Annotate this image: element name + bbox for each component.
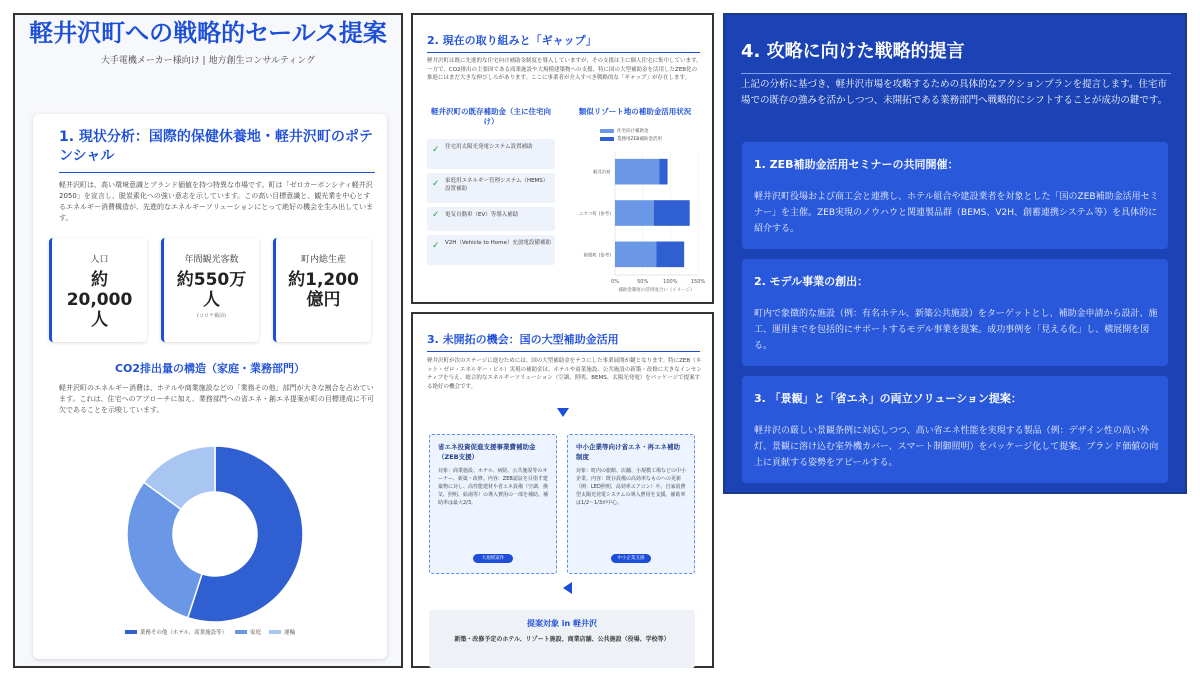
stat-value: 約1,200億円 (288, 270, 359, 310)
analysis-panel (13, 13, 403, 668)
proposal-body: 町内で象徴的な施設（例：有名ホテル、新築公共施設）をターゲットとし、補助金申請から設計、施工、運用までを包括的にサポートするモデル事業を提案。成功事例を「見える化」し、横展開を図る。 (754, 309, 1158, 351)
check-icon: ✓ (432, 210, 440, 220)
list-item (427, 235, 555, 265)
strategy-panel (723, 13, 1187, 494)
section-intro: 軽井沢町は、高い環境意識とブランド価値を持つ特異な市場です。町は「ゼロカーボンシティ軽井沢2050」を宣言し、脱炭素化への強い意志を示しています。この高い目標意識と、観光業を中心とするエネルギー消費構造が、先進的なエネルギーソリューションにとって絶好の機会を生み出しています。 (59, 181, 374, 222)
check-icon: ✓ (432, 241, 440, 251)
proposal-body: 軽井沢の厳しい景観条例に対応しつつ、高い省エネ性能を実現する製品（例：デザイン性の高い外灯、景観に溶け込む室外機カバー、スマート制御照明）をパッケージ化して提案。ブランド価値の向上に貢献する姿勢をアピールする。 (754, 426, 1159, 468)
section-title: 3. 未開拓の機会：国の大型補助金活用 (427, 331, 700, 352)
section-intro: 軽井沢町は既に先進的な住宅向け補助金制度を導入していますが、その支援は主に個人住宅に集中しています。一方で、CO2排出の主要因である商業施設や大規模建築物への支援、特に国の大型補助金を活用したZEB化の推進にはまだ大きな伸びしろがあります。ここに事業者が介入すべき戦略的な「ギャップ」が存在します。 (427, 58, 702, 81)
opportunity-panel (411, 312, 714, 668)
legend-swatch (600, 137, 614, 141)
legend-label: 業務用ZEB補助金活用 (617, 137, 663, 142)
x-axis-label: 補助金制度の活用度合い（イメージ） (618, 288, 695, 293)
stat-value: 約550万人 (176, 270, 247, 310)
y-tick-label: 軽井沢町 (593, 170, 611, 176)
co2-chart-title: CO2排出量の構造（家庭・業務部門） (114, 362, 306, 375)
gap-panel (411, 13, 714, 304)
list-item (427, 207, 555, 231)
resort-chart-title: 類似リゾート地の補助金活用状況 (578, 107, 692, 116)
subsidy-list-title: 軽井沢町の既存補助金（主に住宅向け） (431, 107, 551, 126)
target-title: 提案対象 in 軽井沢 (526, 619, 597, 628)
x-tick-label: 0% (611, 279, 619, 285)
page-title: 軽井沢町への戦略的セールス提案 (29, 19, 387, 47)
list-item (427, 173, 555, 203)
stat-label: 町内総生産 (300, 255, 346, 265)
bar (615, 200, 654, 226)
list-item-label: 電気自動車（EV）等導入補助 (445, 212, 519, 218)
box-title: 省エネ投資促進支援事業費補助金（ZEB支援） (438, 443, 536, 461)
legend-label: 運輸 (284, 630, 296, 636)
list-item-label: 住宅用太陽光発電システム設置補助 (445, 144, 533, 150)
stat-card-population (49, 238, 147, 342)
subsidy-box-zeb (429, 434, 557, 574)
legend-swatch (125, 630, 137, 634)
proposal-card (742, 142, 1168, 249)
check-icon: ✓ (432, 179, 440, 189)
bar (615, 242, 657, 268)
stat-card-gdp (273, 238, 371, 342)
arrow-down-icon (557, 408, 569, 417)
bar (657, 242, 685, 268)
legend-swatch (235, 630, 247, 634)
badge: 中小企業支援 (611, 554, 651, 563)
legend-item (235, 628, 261, 636)
section-title: 2. 現在の取り組みと「ギャップ」 (427, 32, 700, 53)
legend-swatch (269, 630, 281, 634)
proposal-body: 軽井沢町役場および商工会と連携し、ホテル組合や建設業者を対象とした「国のZEB補助金活用セミナー」を主催。ZEB実現のノウハウと関連製品群（BEMS、V2H、創蓄連携システム等）を具体的に紹介する。 (754, 192, 1159, 234)
proposal-title: 1. ZEB補助金活用セミナーの共同開催： (754, 158, 959, 171)
proposal-title: 2. モデル事業の創出： (754, 275, 869, 288)
box-body: 対象：商業施設、ホテル、病院、公共施設等のオーナー、新築・改修。内容：ZEB認証を目指す建築物に対し、高性能建材や省エネ設備（空調、換気、照明、給湯等）の導入費用の一部を補助。補助率は最大2/3。 (438, 468, 549, 506)
proposal-title: 3. 「景観」と「省エネ」の両立ソリューション提案： (754, 392, 1022, 405)
subsidy-box-sme (567, 434, 695, 574)
badge: 大規模案件 (473, 554, 513, 563)
stat-card-tourists (161, 238, 259, 342)
y-tick-label: 箱根町 (参考) (583, 253, 611, 259)
stat-label: 年間観光客数 (184, 255, 239, 265)
legend-label: 業務その他（ホテル、商業施設等） (139, 630, 228, 636)
page-subtitle: 大手電機メーカー様向け | 地方創生コンサルティング (100, 56, 316, 66)
resort-bar-chart (573, 147, 706, 297)
box-title: 中小企業等向け省エネ・再エネ補助制度 (576, 443, 680, 461)
arrow-left-icon (563, 582, 572, 594)
x-tick-label: 50% (637, 279, 649, 285)
legend-label: 住宅向け補助金 (617, 129, 649, 134)
section-title: 4. 攻略に向けた戦略的提言 (741, 37, 1171, 74)
legend-item (125, 628, 227, 636)
x-tick-label: 100% (663, 279, 678, 285)
box-body: 対象：町内の旅館、店舗、小規模工場などの中小企業。内容：既存設備の高効率なものへの更新（例：LED照明、高効率エアコン）や、自家消費型太陽光発電システムの導入費用を支援。補助率は1/2〜1/3が中心。 (576, 468, 687, 506)
y-tick-label: ニセコ町 (参考) (579, 212, 611, 217)
legend-label: 家庭 (250, 630, 262, 636)
section-intro: 軽井沢町が次のステージに進むためには、国の大型補助金をテコにした事業展開が鍵となります。特にZEB（ネット・ゼロ・エネルギー・ビル）実現の補助金は、ホテルや商業施設、公共施設の新築・改修に大きなインセンティブを与え、総合的なエネルギーソリューション（空調、照明、BEMS、太陽光発電）をパッケージで提案する絶好の機会です。 (427, 358, 702, 390)
legend-item (600, 128, 649, 134)
proposal-card (742, 376, 1168, 483)
stat-value: 約20,000人 (66, 270, 133, 330)
target-text: 新築・改修予定のホテル、リゾート施設、商業店舗、公共施設（役場、学校等） (454, 636, 670, 643)
bar (654, 200, 690, 226)
proposal-card (742, 259, 1168, 366)
section-intro: 上記の分析に基づき、軽井沢市場を攻略するための具体的なアクションプランを提言します。住宅市場での既存の強みを活かしつつ、未開拓である業務部門へ戦略的にシフトすることが成功の鍵です。 (741, 79, 1168, 106)
target-box (429, 610, 695, 668)
analysis-card (33, 114, 387, 659)
co2-donut-chart (125, 444, 305, 624)
x-tick-label: 150% (690, 279, 706, 285)
stat-label: 人口 (90, 255, 109, 265)
list-item (427, 139, 555, 169)
section-title: 1. 現状分析：国際的保健休養地・軽井沢町のポテンシャル (59, 128, 375, 173)
chart-legend (33, 628, 387, 636)
list-item-label: 家庭用エネルギー管理システム（HEMS）設置補助 (445, 178, 549, 192)
check-icon: ✓ (432, 145, 440, 155)
pie-slice (127, 482, 202, 617)
stat-note: (コロナ禍前) (197, 313, 226, 319)
legend-swatch (600, 129, 614, 133)
list-item-label: V2H（Vehicle to Home）充放電設備補助 (445, 240, 551, 246)
legend-item (600, 136, 662, 142)
legend-item (269, 628, 295, 636)
bar (659, 159, 667, 185)
bar (615, 159, 659, 185)
co2-description: 軽井沢町のエネルギー消費は、ホテルや商業施設などの「業務その他」部門が大きな割合を占めています。これは、住宅へのアプローチに加え、業務部門への省エネ・創エネ提案が町の目標達成に不可欠であることを示唆しています。 (59, 384, 374, 414)
